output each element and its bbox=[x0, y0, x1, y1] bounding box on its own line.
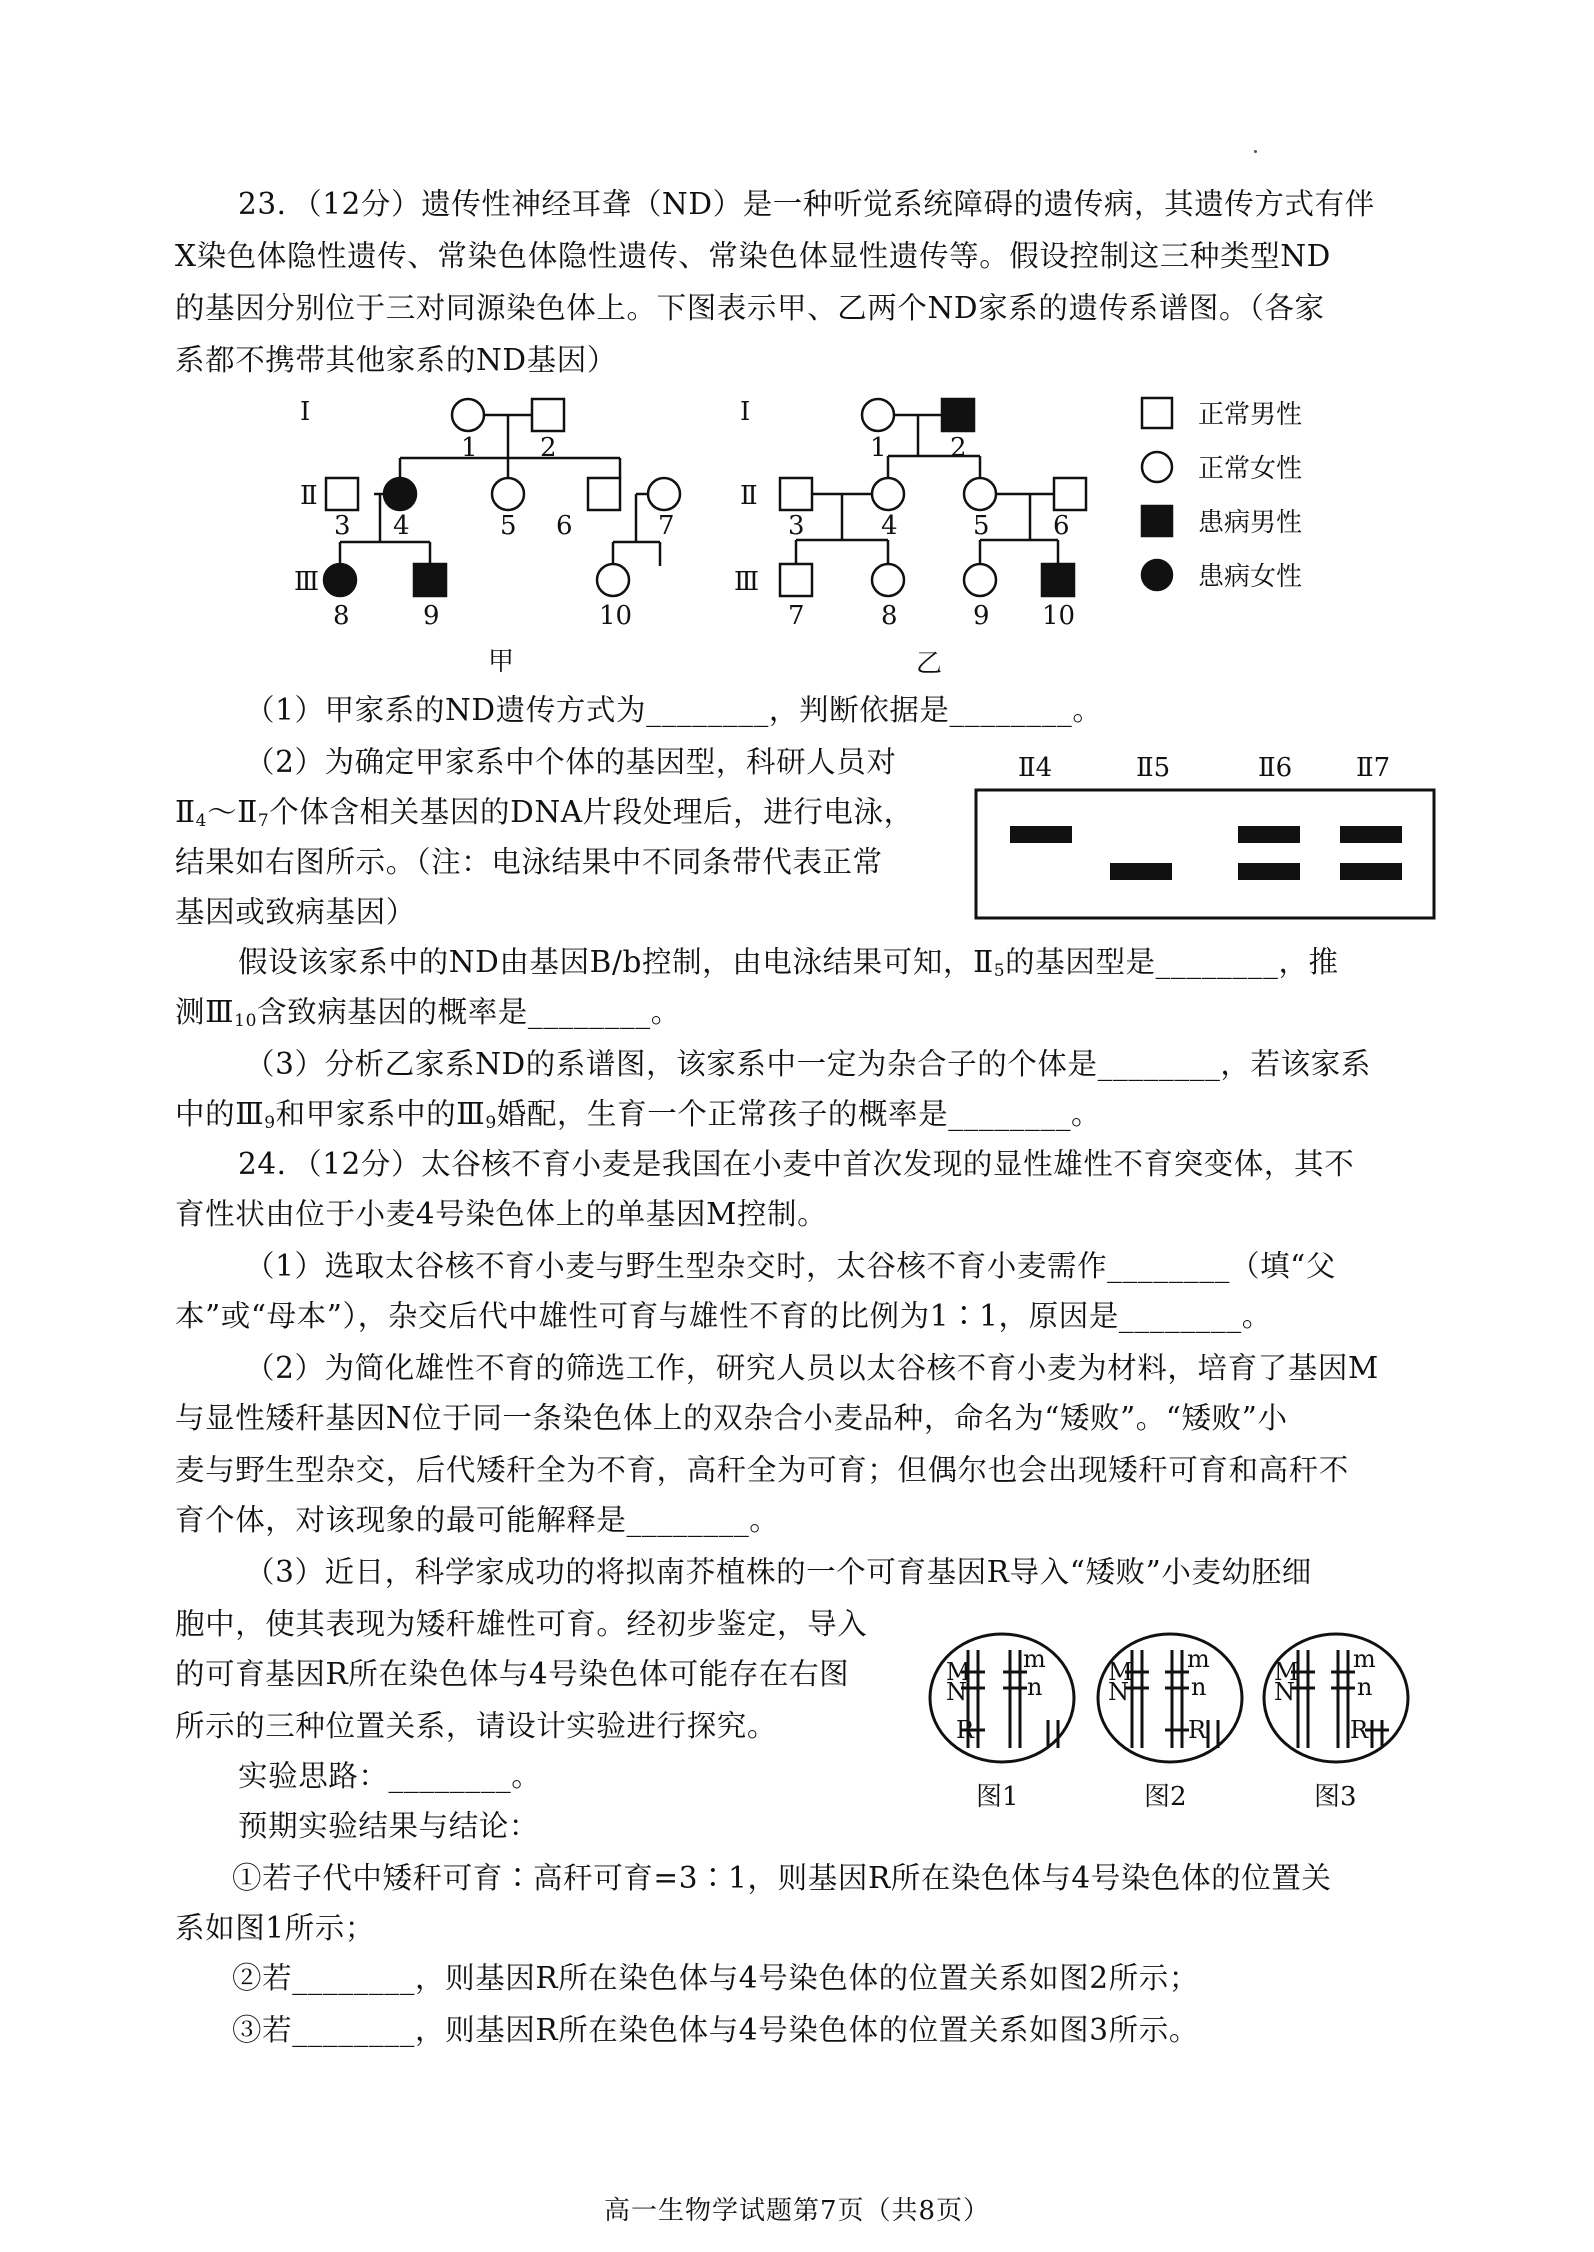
q23-line-2: X染色体隐性遗传、常染色体隐性遗传、常染色体显性遗传等。假设控制这三种类型ND bbox=[175, 239, 1331, 273]
q24-line-12: 所示的三种位置关系，请设计实验进行探究。 bbox=[175, 1709, 778, 1743]
pedigree-yi bbox=[734, 380, 1100, 684]
yi-gen-I: Ⅰ bbox=[740, 397, 751, 427]
legend-normal-male: 正常男性 bbox=[1198, 400, 1303, 430]
svg-text:M: M bbox=[1274, 1658, 1299, 1686]
q24-line-8: 育个体，对该现象的最可能解释是________。 bbox=[175, 1503, 780, 1537]
q24-line-15: ①若子代中矮秆可育∶高秆可育=3∶1，则基因R所在染色体与4号染色体的位置关 bbox=[232, 1861, 1332, 1895]
jia-num-4: 4 bbox=[393, 511, 410, 541]
yi-num-10: 10 bbox=[1042, 601, 1076, 631]
q23-line-4: 系都不携带其他家系的ND基因） bbox=[175, 343, 617, 377]
yi-num-9: 9 bbox=[973, 601, 990, 631]
yi-num-6: 6 bbox=[1053, 511, 1070, 541]
yi-num-8: 8 bbox=[881, 601, 898, 631]
jia-caption: 甲 bbox=[488, 647, 515, 677]
q23-part3-line1: （3）分析乙家系ND的系谱图，该家系中一定为杂合子的个体是________，若该家系 bbox=[245, 1047, 1371, 1081]
q24-line-18: ③若________，则基因R所在染色体与4号染色体的位置关系如图3所示。 bbox=[232, 2013, 1199, 2047]
yi-num-7: 7 bbox=[788, 601, 805, 631]
jia-num-2: 2 bbox=[540, 433, 557, 463]
q23-line-3: 的基因分别位于三对同源染色体上。下图表示甲、乙两个ND家系的遗传系谱图。（各家 bbox=[175, 291, 1325, 325]
q24-line-17: ②若________，则基因R所在染色体与4号染色体的位置关系如图2所示； bbox=[232, 1961, 1199, 1995]
speck bbox=[1254, 150, 1257, 153]
svg-text:M: M bbox=[946, 1658, 971, 1686]
q23-part1: （1）甲家系的ND遗传方式为________，判断依据是________。 bbox=[245, 693, 1103, 727]
jia-num-1: 1 bbox=[461, 433, 478, 463]
jia-num-10: 10 bbox=[599, 601, 633, 631]
legend-normal-female: 正常女性 bbox=[1198, 454, 1303, 484]
q24-line-11: 的可育基因R所在染色体与4号染色体可能存在右图 bbox=[175, 1657, 850, 1691]
gel-lane-II5: Ⅱ5 bbox=[1136, 753, 1171, 783]
q24-line-16: 系如图1所示； bbox=[175, 1911, 375, 1945]
yi-num-5: 5 bbox=[973, 511, 990, 541]
gel-lane-II7: Ⅱ7 bbox=[1356, 753, 1391, 783]
jia-num-7: 7 bbox=[658, 511, 675, 541]
legend-affected-female: 患病女性 bbox=[1198, 562, 1303, 592]
svg-text:n: n bbox=[1191, 1673, 1207, 1701]
figure-2-caption: 图2 bbox=[1144, 1782, 1187, 1812]
q23-part2-line4: 基因或致病基因） bbox=[175, 895, 416, 929]
q23-line-1: 23．（12分）遗传性神经耳聋（ND）是一种听觉系统障碍的遗传病，其遗传方式有伴 bbox=[238, 187, 1375, 221]
gel-band bbox=[1340, 863, 1402, 880]
jia-num-5: 5 bbox=[500, 511, 517, 541]
jia-num-8: 8 bbox=[333, 601, 350, 631]
q23-part3-line2: 中的$Ⅲ_9$和甲家系中的$Ⅲ_9$婚配，生育一个正常孩子的概率是________。 bbox=[175, 1097, 1102, 1133]
jia-num-9: 9 bbox=[423, 601, 440, 631]
yi-num-2: 2 bbox=[950, 433, 967, 463]
q23-part2-line2: $Ⅱ_4\sim Ⅱ_7$个体含相关基因的DNA片段处理后，进行电泳， bbox=[175, 795, 914, 831]
q24-line-4: 本”或“母本”），杂交后代中雄性可育与雄性不育的比例为1∶1，原因是________。 bbox=[175, 1299, 1272, 1333]
svg-text:N: N bbox=[946, 1678, 967, 1706]
q24-line-5: （2）为简化雄性不育的筛选工作，研究人员以太谷核不育小麦为材料，培育了基因M bbox=[245, 1351, 1379, 1385]
yi-num-1: 1 bbox=[870, 433, 887, 463]
q24-line-3: （1）选取太谷核不育小麦与野生型杂交时，太谷核不育小麦需作________（填“父 bbox=[245, 1249, 1336, 1283]
yi-caption: 乙 bbox=[916, 649, 943, 679]
yi-gen-III: Ⅲ bbox=[734, 567, 760, 597]
svg-text:R: R bbox=[956, 1716, 975, 1744]
svg-text:m: m bbox=[1353, 1645, 1376, 1673]
svg-text:n: n bbox=[1357, 1673, 1373, 1701]
jia-gen-III: Ⅲ bbox=[294, 567, 320, 597]
chromosome-figures bbox=[920, 1620, 1420, 1819]
q24-line-9: （3）近日，科学家成功的将拟南芥植株的一个可育基因R导入“矮败”小麦幼胚细 bbox=[245, 1555, 1312, 1589]
jia-num-6: 6 bbox=[556, 511, 573, 541]
q24-line-6: 与显性矮秆基因N位于同一条染色体上的双杂合小麦品种，命名为“矮败”。“矮败”小 bbox=[175, 1401, 1288, 1435]
electrophoresis-gel bbox=[970, 748, 1440, 932]
gel-lane-II4: Ⅱ4 bbox=[1018, 753, 1053, 783]
gel-band bbox=[1110, 863, 1172, 880]
q24-line-10: 胞中，使其表现为矮秆雄性可育。经初步鉴定，导入 bbox=[175, 1607, 868, 1641]
gel-band bbox=[1010, 826, 1072, 843]
gel-lane-II6: Ⅱ6 bbox=[1258, 753, 1293, 783]
yi-num-4: 4 bbox=[881, 511, 898, 541]
yi-num-3: 3 bbox=[788, 511, 805, 541]
svg-text:M: M bbox=[1108, 1658, 1133, 1686]
page-footer: 高一生物学试题第7页（共8页） bbox=[603, 2196, 991, 2226]
jia-gen-II: Ⅱ bbox=[300, 481, 318, 511]
gel-band bbox=[1340, 826, 1402, 843]
jia-gen-I: Ⅰ bbox=[300, 397, 311, 427]
figure-3-caption: 图3 bbox=[1314, 1782, 1357, 1812]
svg-text:n: n bbox=[1027, 1673, 1043, 1701]
svg-text:R: R bbox=[1350, 1716, 1369, 1744]
q24-line-13: 实验思路：________。 bbox=[238, 1759, 542, 1793]
q23-part2-line1: （2）为确定甲家系中个体的基因型，科研人员对 bbox=[245, 745, 897, 779]
legend-affected-male: 患病男性 bbox=[1198, 508, 1303, 538]
q23-part2b-line1: 假设该家系中的ND由基因B/b控制，由电泳结果可知，$Ⅱ_5$的基因型是________，推 bbox=[238, 945, 1339, 981]
q24-line-1: 24．（12分）太谷核不育小麦是我国在小麦中首次发现的显性雄性不育突变体，其不 bbox=[238, 1147, 1355, 1181]
q24-line-7: 麦与野生型杂交，后代矮秆全为不育，高秆全为可育；但偶尔也会出现矮秆可育和高秆不 bbox=[175, 1453, 1349, 1487]
q23-part2b-line2: 测$Ⅲ_{10}$含致病基因的概率是________。 bbox=[175, 995, 681, 1031]
svg-text:N: N bbox=[1108, 1678, 1129, 1706]
pedigree-jia bbox=[294, 380, 700, 684]
svg-text:m: m bbox=[1187, 1645, 1210, 1673]
svg-text:N: N bbox=[1274, 1678, 1295, 1706]
yi-gen-II: Ⅱ bbox=[740, 481, 758, 511]
figure-1-caption: 图1 bbox=[976, 1782, 1019, 1812]
q24-line-14: 预期实验结果与结论： bbox=[238, 1809, 540, 1843]
gel-band bbox=[1238, 826, 1300, 843]
jia-num-3: 3 bbox=[334, 511, 351, 541]
gel-band bbox=[1238, 863, 1300, 880]
svg-text:m: m bbox=[1023, 1645, 1046, 1673]
pedigree-legend bbox=[1136, 388, 1356, 602]
q24-line-2: 育性状由位于小麦4号染色体上的单基因M控制。 bbox=[175, 1197, 828, 1231]
svg-text:R: R bbox=[1188, 1716, 1207, 1744]
q23-part2-line3: 结果如右图所示。（注：电泳结果中不同条带代表正常 bbox=[175, 845, 883, 879]
